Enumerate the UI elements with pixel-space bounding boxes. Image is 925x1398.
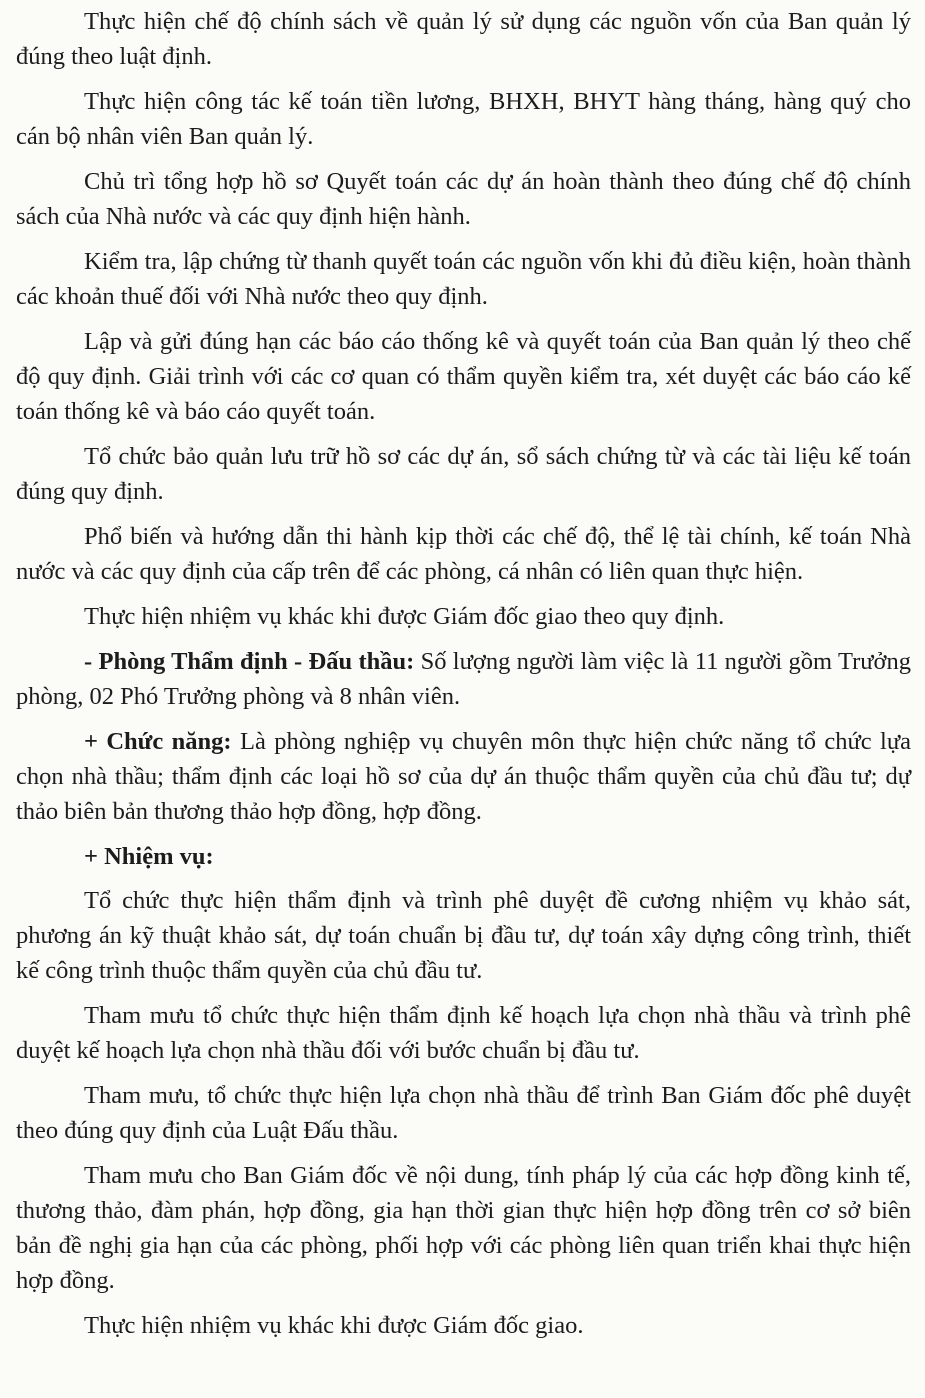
paragraph-settlement-dossier: Chủ trì tổng hợp hồ sơ Quyết toán các dự án hoàn thành theo đúng chế độ chính sách của Nhà nước và các quy định hiện hành. xyxy=(16,168,911,230)
paragraph-survey-appraisal: Tổ chức thực hiện thẩm định và trình phê duyệt đề cương nhiệm vụ khảo sát, phương án kỹ thuật khảo sát, dự toán chuẩn bị đầu tư, dự toán xây dựng công trình, thiết kế công trình thuộc thẩm quyền của chủ đầu tư. xyxy=(16,887,911,984)
paragraph-contract-advisory: Tham mưu cho Ban Giám đốc về nội dung, tính pháp lý của các hợp đồng kinh tế, thương thảo, đàm phán, hợp đồng, gia hạn thời gian thực hiện hợp đồng trên cơ sở biên bản đề nghị gia hạn của các phòng, phối hợp với các phòng liên quan triển khai thực hiện hợp đồng. xyxy=(16,1162,911,1294)
paragraph-contractor-selection: Tham mưu, tổ chức thực hiện lựa chọn nhà thầu để trình Ban Giám đốc phê duyệt theo đúng quy định của Luật Đấu thầu. xyxy=(16,1082,911,1144)
paragraph-voucher-check: Kiểm tra, lập chứng từ thanh quyết toán các nguồn vốn khi đủ điều kiện, hoàn thành các khoản thuế đối với Nhà nước theo quy định. xyxy=(16,248,911,310)
paragraph-other-duties-1: Thực hiện nhiệm vụ khác khi được Giám đốc giao theo quy định. xyxy=(84,603,725,630)
paragraph-contractor-plan: Tham mưu tổ chức thực hiện thẩm định kế hoạch lựa chọn nhà thầu và trình phê duyệt kế hoạch lựa chọn nhà thầu đối với bước chuẩn bị đầu tư. xyxy=(16,1002,911,1064)
subheading-function: + Chức năng: xyxy=(84,728,232,755)
paragraph-records-archiving: Tổ chức bảo quản lưu trữ hồ sơ các dự án, sổ sách chứng từ và các tài liệu kế toán đúng quy định. xyxy=(16,443,911,505)
paragraph-other-duties-2: Thực hiện nhiệm vụ khác khi được Giám đốc giao. xyxy=(84,1312,584,1339)
paragraph-tasks-heading xyxy=(16,839,911,874)
paragraph-regulation-dissemination: Phổ biến và hướng dẫn thi hành kịp thời các chế độ, thể lệ tài chính, kế toán Nhà nước và các quy định của cấp trên để các phòng, cá nhân có liên quan thực hiện. xyxy=(16,523,911,585)
section-heading-appraisal-bidding: - Phòng Thẩm định - Đấu thầu: xyxy=(84,648,415,675)
subheading-tasks: + Nhiệm vụ: xyxy=(84,843,214,870)
paragraph-payroll-accounting: Thực hiện công tác kế toán tiền lương, BHXH, BHYT hàng tháng, hàng quý cho cán bộ nhân viên Ban quản lý. xyxy=(16,88,911,150)
paragraph-budget-policy: Thực hiện chế độ chính sách về quản lý sử dụng các nguồn vốn của Ban quản lý đúng theo luật định. xyxy=(16,8,911,70)
paragraph-function: + Chức năng: Là phòng nghiệp vụ chuyên môn thực hiện chức năng tổ chức lựa chọn nhà thầu; thẩm định các loại hồ sơ của dự án thuộc thẩm quyền của chủ đầu tư; dự thảo biên bản thương thảo hợp đồng, hợp đồng. xyxy=(16,728,911,825)
paragraph-appraisal-bidding-dept: - Phòng Thẩm định - Đấu thầu: Số lượng người làm việc là 11 người gồm Trưởng phòng, 02 Phó Trưởng phòng và 8 nhân viên. xyxy=(16,648,911,710)
paragraph-statistical-reports: Lập và gửi đúng hạn các báo cáo thống kê và quyết toán của Ban quản lý theo chế độ quy định. Giải trình với các cơ quan có thẩm quyền kiểm tra, xét duyệt các báo cáo kế toán thống kê và báo cáo quyết toán. xyxy=(16,328,911,425)
